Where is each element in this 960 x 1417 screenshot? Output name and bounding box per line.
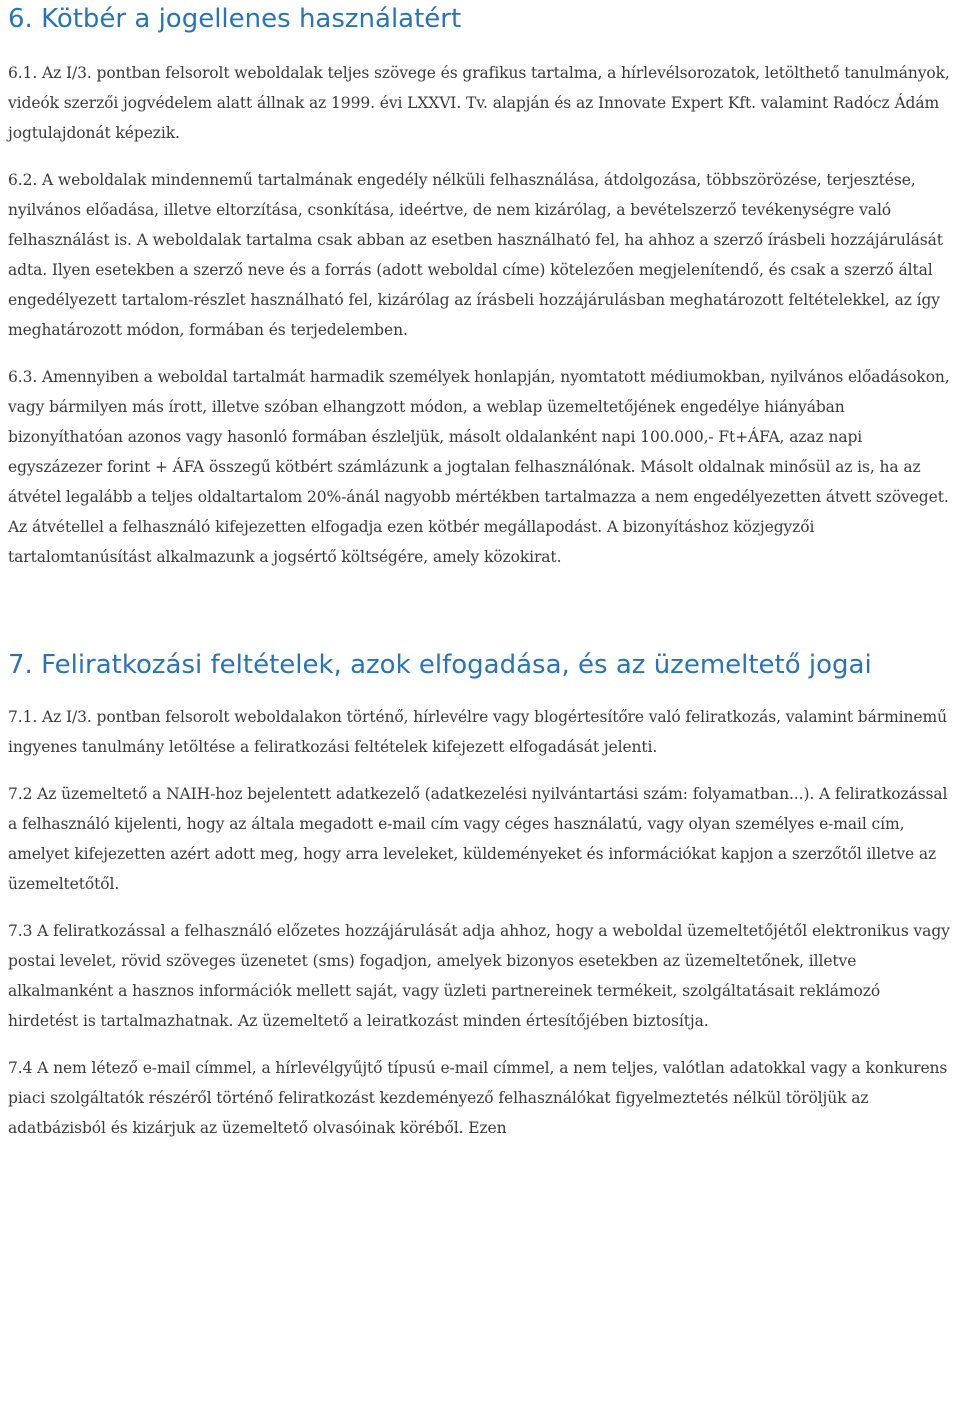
- paragraph-7-1: 7.1. Az I/3. pontban felsorolt weboldalakon történő, hírlevélre vagy blogértesítőre való feliratkozás, valamint bárminemű ingyenes tanulmány letöltése a feliratkozási feltételek kifejezett elfogadását jelenti.: [8, 708, 947, 756]
- section-7-title: 7. Feliratkozási feltételek, azok elfogadása, és az üzemeltető jogai: [8, 650, 872, 680]
- paragraph-7-3: 7.3 A feliratkozással a felhasználó előzetes hozzájárulását adja ahhoz, hogy a weboldal üzemeltetőjétől elektronikus vagy postai levelet, rövid szöveges üzenetet (sms) fogadjon, amelyek bizonyos esetekben az üzemeltetőnek, illetve alkalmanként a hasznos információk mellett saját, vagy üzleti partnereinek termékeit, szolgáltatásait reklámozó hirdetést is tartalmazhatnak. Az üzemeltető a leiratkozást minden értesítőjében biztosítja.: [8, 922, 950, 1030]
- paragraph-6-3: 6.3. Amennyiben a weboldal tartalmát harmadik személyek honlapján, nyomtatott médiumokban, nyilvános előadásokon, vagy bármilyen más írott, illetve szóban elhangzott módon, a weblap üzemeltetőjének engedélye hiányában bizonyíthatóan azonos vagy hasonló formában észleljük, másolt oldalanként napi 100.000,- Ft+ÁFA, azaz napi egyszázezer forint + ÁFA összegű kötbért számlázunk a jogtalan felhasználónak. Másolt oldalnak minősül az is, ha az átvétel legalább a teljes oldaltartalom 20%-ánál nagyobb mértékben tartalmazza a nem engedélyezetten átvett szöveget. Az átvétellel a felhasználó kifejezetten elfogadja ezen kötbér megállapodást. A bizonyításhoz közjegyzői tartalomtanúsítást alkalmazunk a jogsértő költségére, amely közokirat.: [8, 368, 950, 566]
- paragraph-6-2: 6.2. A weboldalak mindennemű tartalmának engedély nélküli felhasználása, átdolgozása, többszörözése, terjesztése, nyilvános előadása, illetve eltorzítása, csonkítása, ideértve, de nem kizárólag, a bevételszerző tevékenységre való felhasználást is. A weboldalak tartalma csak abban az esetben használható fel, ha ahhoz a szerző írásbeli hozzájárulását adta. Ilyen esetekben a szerző neve és a forrás (adott weboldal címe) kötelezően megjelenítendő, és csak a szerző által engedélyezett tartalom-részlet használható fel, kizárólag az írásbeli hozzájárulásban meghatározott feltételekkel, az így meghatározott módon, formában és terjedelemben.: [8, 171, 943, 339]
- document-page: [8, 0, 952, 1143]
- paragraph-7-2: 7.2 Az üzemeltető a NAIH-hoz bejelentett adatkezelő (adatkezelési nyilvántartási szám: folyamatban...). A feliratkozással a felhasználó kijelenti, hogy az általa megadott e-mail cím vagy céges használatú, vagy olyan személyes e-mail cím, amelyet kifejezetten azért adott meg, hogy arra leveleket, küldeményeket és információkat kapjon a szerzőtől illetve az üzemeltetőtől.: [8, 785, 948, 893]
- section-7-body: [8, 702, 952, 1143]
- section-6-body: [8, 58, 952, 572]
- section-6-title: 6. Kötbér a jogellenes használatért: [8, 4, 462, 34]
- paragraph-7-4: 7.4 A nem létező e-mail címmel, a hírlevélgyűjtő típusú e-mail címmel, a nem teljes, valótlan adatokkal vagy a konkurens piaci szolgáltatók részéről történő feliratkozást kezdeményező felhasználókat figyelmeztetés nélkül töröljük az adatbázisból és kizárjuk az üzemeltető olvasóinak köréből. Ezen: [8, 1059, 948, 1137]
- paragraph-6-1: 6.1. Az I/3. pontban felsorolt weboldalak teljes szövege és grafikus tartalma, a hírlevélsorozatok, letölthető tanulmányok, videók szerzői jogvédelem alatt állnak az 1999. évi LXXVI. Tv. alapján és az Innovate Expert Kft. valamint Radócz Ádám jogtulajdonát képezik.: [8, 64, 950, 142]
